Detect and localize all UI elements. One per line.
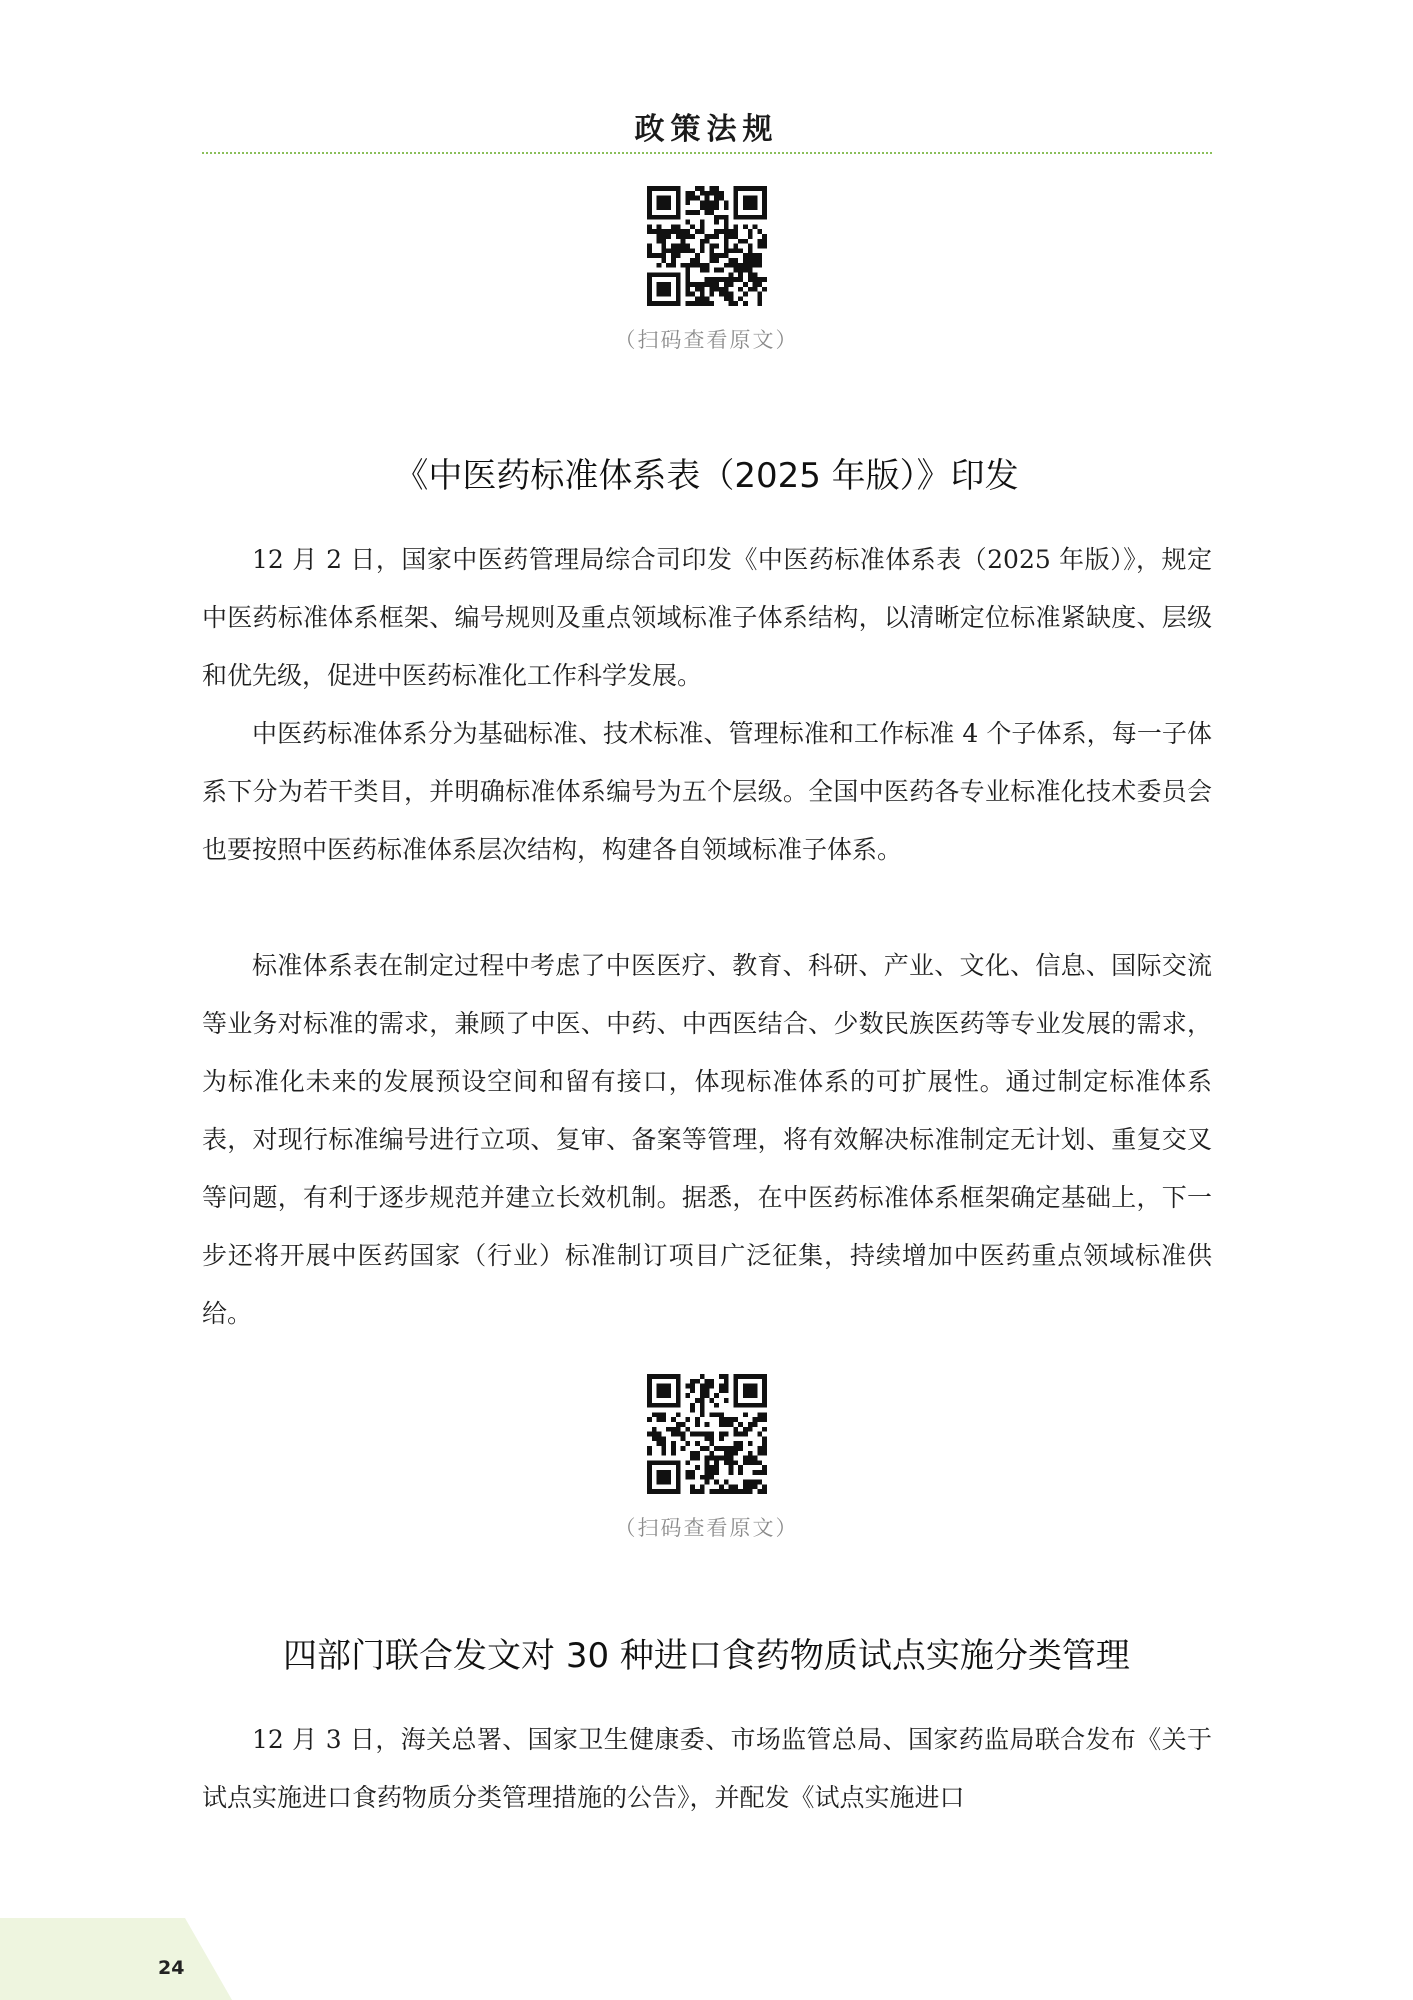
article-paragraph: 12 月 2 日，国家中医药管理局综合司印发《中医药标准体系表（2025 年版）》，规定中医药标准体系框架、编号规则及重点领域标准子体系结构，以清晰定位标准紧缺度、层级和优先级，促进中医药标准化工作科学发展。 <box>202 545 1212 690</box>
qr-block-1 <box>0 186 1413 354</box>
section-title: 政策法规 <box>634 112 779 147</box>
footer-accent-shape <box>0 1900 260 2000</box>
article-title: 《中医药标准体系表（2025 年版）》印发 <box>394 456 1019 496</box>
qr-code-image[interactable] <box>647 186 767 306</box>
qr-block-2 <box>0 1374 1413 1542</box>
header-divider <box>202 152 1212 154</box>
article-paragraph: 12 月 3 日，海关总署、国家卫生健康委、市场监管总局、国家药监局联合发布《关于试点实施进口食药物质分类管理措施的公告》，并配发《试点实施进口 <box>202 1725 1212 1812</box>
qr-caption: （扫码查看原文） <box>614 328 799 352</box>
page-number: 24 <box>158 1957 185 1979</box>
qr-code-image[interactable] <box>647 1374 767 1494</box>
qr-caption: （扫码查看原文） <box>614 1516 799 1540</box>
article-paragraph: 标准体系表在制定过程中考虑了中医医疗、教育、科研、产业、文化、信息、国际交流等业务对标准的需求，兼顾了中医、中药、中西医结合、少数民族医药等专业发展的需求，为标准化未来的发展预设空间和留有接口，体现标准体系的可扩展性。通过制定标准体系表，对现行标准编号进行立项、复审、备案等管理，将有效解决标准制定无计划、重复交叉等问题，有利于逐步规范并建立长效机制。据悉，在中医药标准体系框架确定基础上，下一步还将开展中医药国家（行业）标准制订项目广泛征集，持续增加中医药重点领域标准供给。 <box>202 951 1212 1328</box>
article-paragraph: 中医药标准体系分为基础标准、技术标准、管理标准和工作标准 4 个子体系，每一子体系下分为若干类目，并明确标准体系编号为五个层级。全国中医药各专业标准化技术委员会也要按照中医药标准体系层次结构，构建各自领域标准子体系。 <box>202 719 1212 864</box>
article-title: 四部门联合发文对 30 种进口食药物质试点实施分类管理 <box>283 1636 1130 1676</box>
